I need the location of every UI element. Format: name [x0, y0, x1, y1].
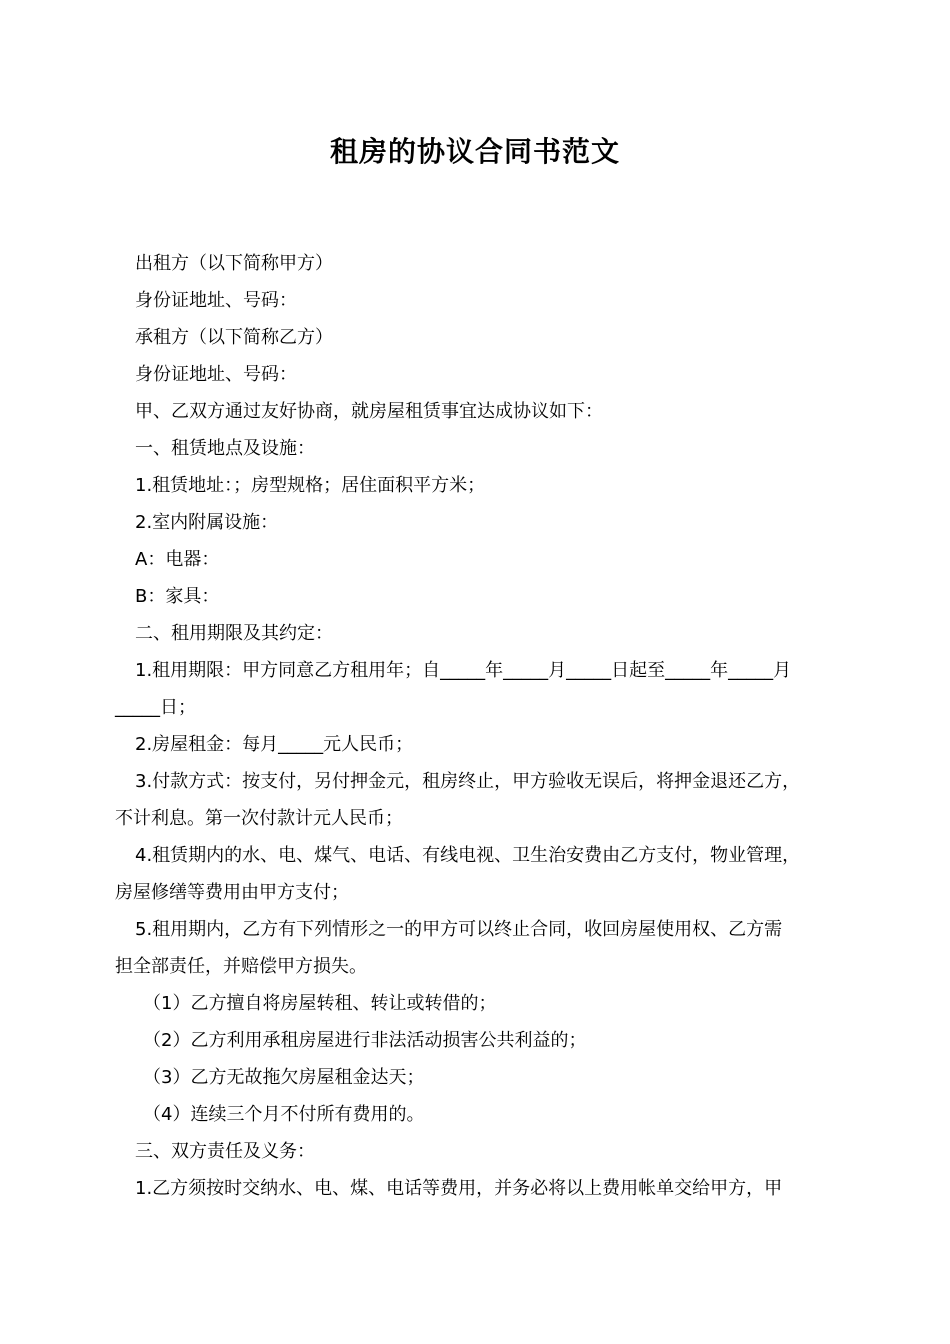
clause-2-4-line-1: 4.租赁期内的水、电、煤气、电话、有线电视、卫生治安费由乙方支付，物业管理，	[135, 845, 801, 866]
section-heading-3: 三、双方责任及义务：	[135, 1141, 315, 1162]
clause-2-5-line-1: 5.租用期内，乙方有下列情形之一的甲方可以终止合同，收回房屋使用权、乙方需	[135, 919, 783, 940]
paragraph-lessee: 承租方（以下简称乙方）	[135, 327, 333, 348]
clause-2-3-line-2: 不计利息。第一次付款计元人民币；	[115, 808, 403, 829]
clause-2-1-line-2: _____日；	[115, 697, 196, 718]
clause-2-5-item-1: （1）乙方擅自将房屋转租、转让或转借的；	[143, 993, 497, 1014]
clause-2-2: 2.房屋租金：每月_____元人民币；	[135, 734, 414, 755]
clause-1-2-b: B：家具：	[135, 586, 220, 607]
document-body	[115, 245, 850, 1207]
clause-2-5-item-3: （3）乙方无故拖欠房屋租金达天；	[143, 1067, 425, 1088]
clause-3-1-line-1: 1.乙方须按时交纳水、电、煤、电话等费用，并务必将以上费用帐单交给甲方，甲	[135, 1178, 783, 1199]
clause-1-1: 1.租赁地址：；房型规格；居住面积平方米；	[135, 475, 486, 496]
paragraph-intro: 甲、乙双方通过友好协商，就房屋租赁事宜达成协议如下：	[135, 401, 603, 422]
clause-2-4-line-2: 房屋修缮等费用由甲方支付；	[115, 882, 349, 903]
clause-2-1-line-1: 1.租用期限：甲方同意乙方租用年；自_____年_____月_____日起至_____年_____月	[135, 660, 792, 681]
clause-1-2: 2.室内附属设施：	[135, 512, 279, 533]
section-heading-1: 一、租赁地点及设施：	[135, 438, 315, 459]
section-heading-2: 二、租用期限及其约定：	[135, 623, 333, 644]
clause-2-3-line-1: 3.付款方式：按支付，另付押金元，租房终止，甲方验收无误后，将押金退还乙方，	[135, 771, 801, 792]
paragraph-lessor-id: 身份证地址、号码：	[135, 290, 297, 311]
clause-2-5-line-2: 担全部责任，并赔偿甲方损失。	[115, 956, 367, 977]
clause-2-5-item-4: （4）连续三个月不付所有费用的。	[143, 1104, 425, 1125]
paragraph-lessee-id: 身份证地址、号码：	[135, 364, 297, 385]
document-title: 租房的协议合同书范文	[329, 135, 620, 168]
clause-2-5-item-2: （2）乙方利用承租房屋进行非法活动损害公共利益的；	[143, 1030, 587, 1051]
paragraph-lessor: 出租方（以下简称甲方）	[135, 253, 333, 274]
clause-1-2-a: A：电器：	[135, 549, 220, 570]
